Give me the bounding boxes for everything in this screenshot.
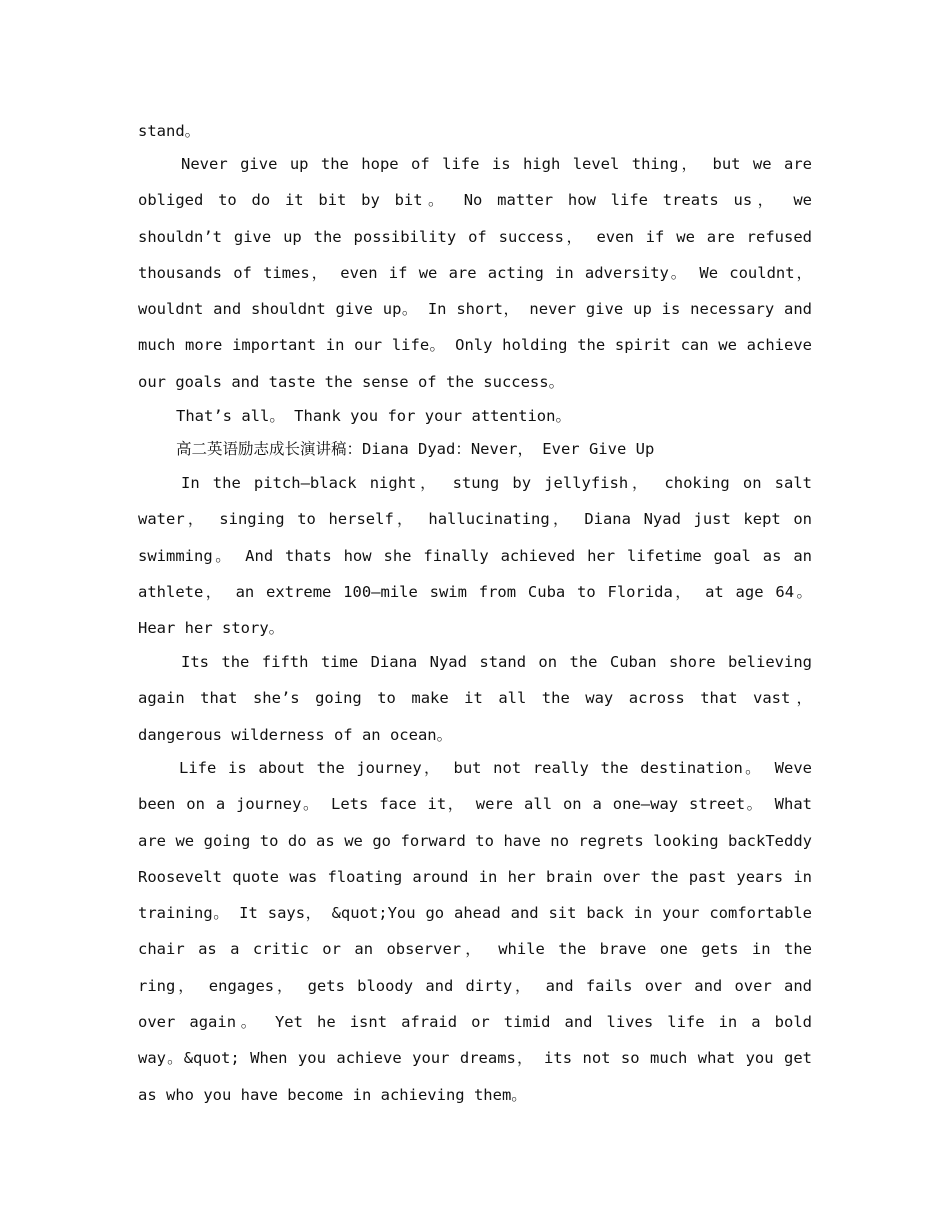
closing-line: That’s all。 Thank you for your attention。 [176,407,571,425]
text-line: over again。 Yet he isnt afraid or timid and lives life in a bold [138,1013,812,1032]
text-line: In the pitch—black night， stung by jellyfish， choking on salt [181,474,812,492]
text-line: ring， engages， gets bloody and dirty， and fails over and over and [138,976,812,995]
text-line: training。 It says， &quot;You go ahead and sit back in your comfortable [138,904,812,923]
text-line: wouldnt and shouldnt give up。 In short， never give up is necessary and [138,300,812,319]
text-line: chair as a critic or an observer， while the brave one gets in the [138,940,812,959]
text-line: Never give up the hope of life is high level thing， but we are [181,155,812,173]
paragraph-diana-intro [138,465,812,646]
text-line: athlete， an extreme 100—mile swim from Cuba to Florida， at age 64。 [138,582,812,601]
text-line: Hear her story。 [138,619,285,638]
text-line: as who you have become in achieving them。 [138,1085,527,1104]
text-line: dangerous wilderness of an ocean。 [138,725,453,744]
text-line: much more important in our life。 Only holding the spirit can we achieve [138,336,812,355]
text-line: Roosevelt quote was floating around in her brain over the past years in [138,867,812,886]
text-line: are we going to do as we go forward to have no regrets looking backTeddy [138,831,812,850]
text-line: swimming。 And thats how she finally achieved her lifetime goal as an [138,546,812,565]
text-line: Its the fifth time Diana Nyad stand on the Cuban shore believing [181,653,812,671]
text-line: stand。 [138,122,201,140]
text-line: obliged to do it bit by bit。 No matter how life treats us， we [138,191,812,210]
text-line: shouldn’t give up the possibility of success， even if we are refused [138,227,812,246]
paragraph-journey [138,750,812,1113]
section-title: 高二英语励志成长演讲稿：Diana Dyad：Never， Ever Give Up [176,440,655,458]
text-line: been on a journey。 Lets face it， were all on a one—way street。 What [138,795,812,814]
text-line: again that she’s going to make it all the way across that vast， [138,689,812,708]
text-line: water， singing to herself， hallucinating， Diana Nyad just kept on [138,510,812,529]
paragraph-never-give-up [138,146,812,400]
paragraph-fifth-time [138,644,812,753]
text-line: Life is about the journey， but not really the destination。 Weve [179,759,812,777]
paragraph-continuation [138,113,812,149]
text-line: way。&quot; When you achieve your dreams， its not so much what you get [138,1049,812,1068]
text-line: thousands of times， even if we are acting in adversity。 We couldnt， [138,263,812,282]
text-line: our goals and taste the sense of the success。 [138,372,565,391]
